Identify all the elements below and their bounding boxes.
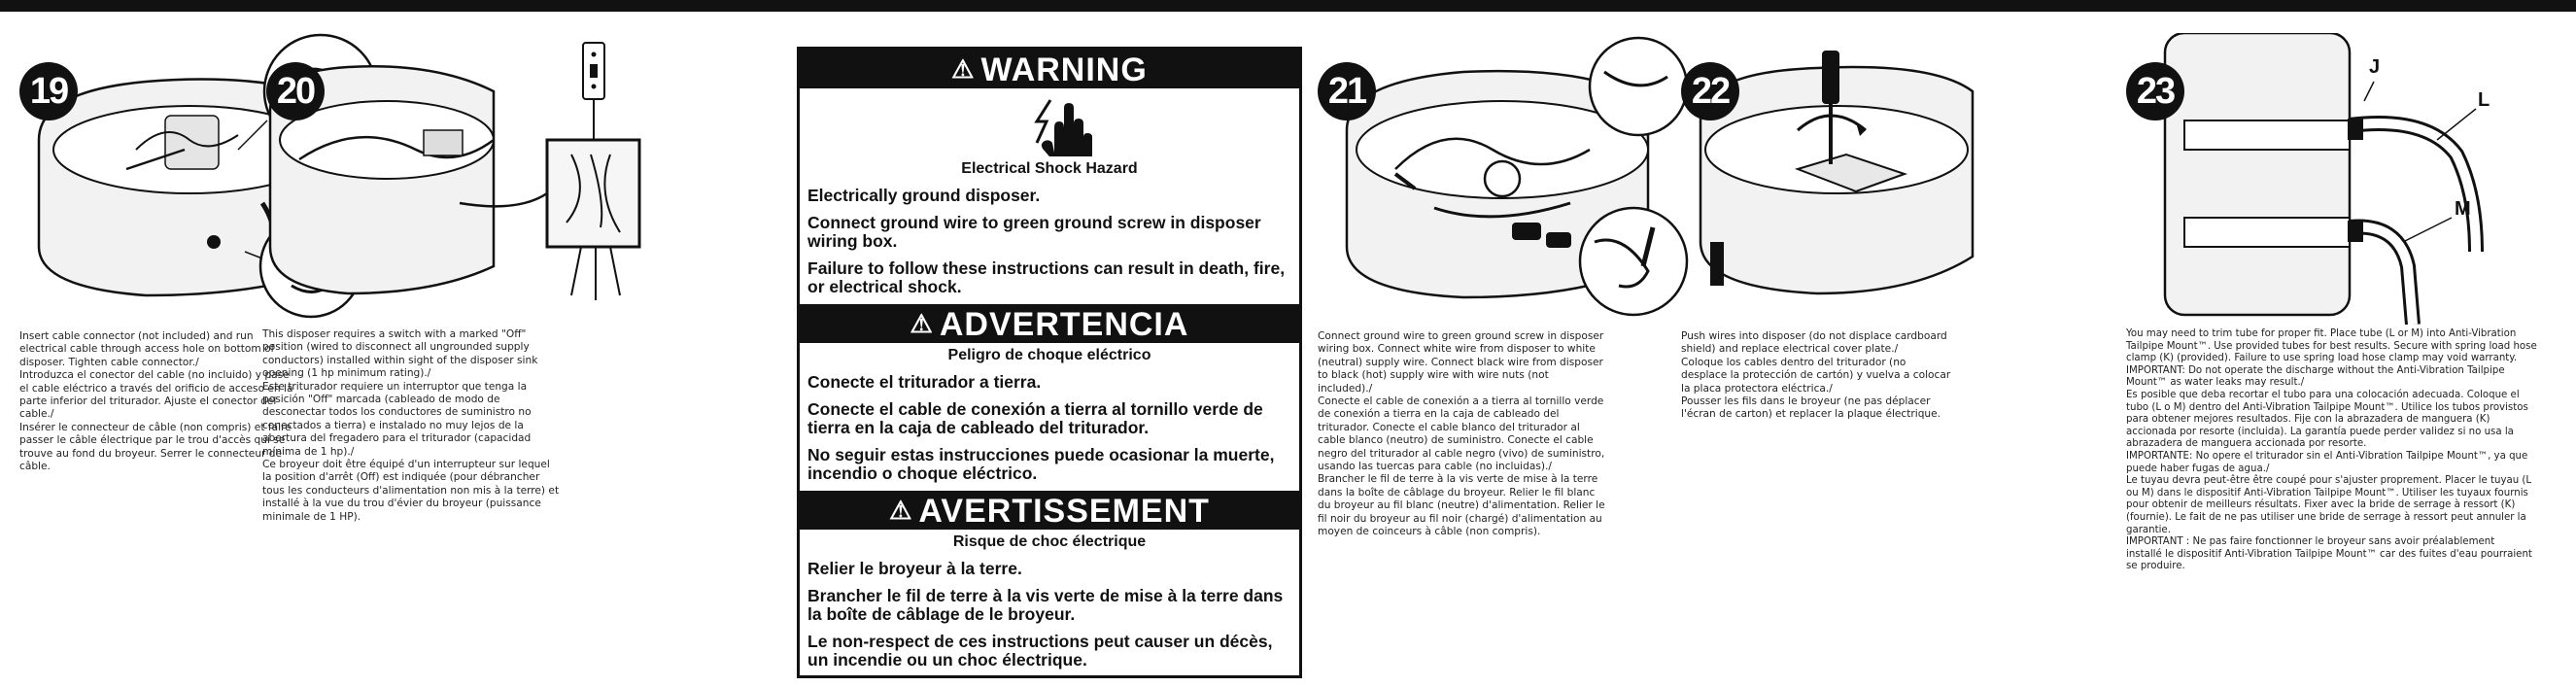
electric-shock-hand-icon	[800, 88, 1299, 156]
warning-header-en: ⚠ WARNING	[800, 50, 1299, 88]
warning-line: Conecte el cable de conexión a tierra al tornillo verde de tierra en la caja de cableado del triturador.	[807, 399, 1263, 437]
step-number-badge: 22	[1681, 62, 1739, 120]
label-l: L	[2478, 89, 2490, 111]
wire-nut-connection-illustration	[1318, 33, 1726, 325]
cover-plate-illustration	[1681, 33, 2089, 325]
warning-line: Failure to follow these instructions can result in death, fire, or electrical shock.	[807, 258, 1286, 296]
step-22-illustration	[1681, 33, 2089, 325]
warning-line: Electrically ground disposer.	[807, 186, 1041, 205]
warning-line: Relier le broyeur à la terre.	[807, 559, 1022, 578]
tailpipe-mount-illustration	[2126, 33, 2554, 325]
warning-header-fr: ⚠ AVERTISSEMENT	[800, 491, 1299, 530]
hazard-title-es: Peligro de choque eléctrico	[947, 347, 1151, 363]
step-23	[2126, 33, 2554, 572]
step-21-illustration	[1318, 33, 1726, 325]
step-19-instructions: Insert cable connector (not included) and run electrical cable through access hole on bottom of disposer. Tighten cable connector./ Introduzca el conector del cable (no incluido) y pase el cable eléctrico a través del orificio de acceso en la parte inferior del triturador. Ajuste el conector del cable./ Insérer le connecteur de câble (non compris) et faire passer le câble électrique par le trou d'accès qui se trouve au fond du broyeur. Serrer le connecteur de câble.	[19, 330, 293, 473]
step-23-illustration	[2126, 33, 2554, 325]
step-number-badge: 19	[19, 62, 78, 120]
warning-line: Le non-respect de ces instructions peut causer un décès, un incendie ou un choc électrique.	[807, 632, 1273, 670]
warning-line: Connect ground wire to green ground screw in disposer wiring box.	[807, 213, 1261, 251]
step-20-illustration	[260, 33, 669, 325]
step-20	[260, 33, 669, 523]
electrical-shock-warning-box	[797, 47, 1302, 678]
hazard-title-en: Electrical Shock Hazard	[961, 160, 1138, 177]
warning-line: Brancher le fil de terre à la vis verte de mise à la terre dans la boîte de câblage de le broyeur.	[807, 586, 1284, 624]
step-number-badge: 23	[2126, 62, 2184, 120]
step-22	[1681, 33, 2089, 421]
label-j: J	[2369, 56, 2381, 78]
step-21-instructions: Connect ground wire to green ground screw in disposer wiring box. Connect white wire from disposer to white (neutral) supply wire. Connect black wire from disposer to black (hot) supply wire with wire nuts (not included)./ Conecte el cable de conexión a a tierra al tornillo verde de conexión a tierra en la caja de cableado del triturador. Conecte el cable blanco del triturador al cable blanco (neutro) de suministro. Conecte el cable negro del triturador al cable negro (vivo) de suministro, usando las tuercas para cable (no incluidas)./ Brancher le fil de terre à la vis verte de mise à la terre dans la boîte de câblage du broyeur. Relier le fil blanc du broyeur au fil blanc (neutre) d'alimentation. Relier le fil noir du broyeur au fil noir (chargé) d'alimentation au moyen de coinceurs à câble (non compris).	[1318, 330, 1605, 538]
warning-line: No seguir estas instrucciones puede ocasionar la muerte, incendio o choque eléctrico.	[807, 445, 1275, 483]
step-number-badge: 21	[1318, 62, 1376, 120]
step-number-badge: 20	[266, 62, 325, 120]
step-20-instructions: This disposer requires a switch with a marked "Off" position (wired to disconnect all ungrounded supply conductors) installed within sight of the disposer sink opening (1 hp minimum rating)./ Este triturador requiere un interruptor que tenga la posición "Off" marcada (cableado de modo de desconectar todos los conductores de suministro no conectados a tierra) e instalado no muy lejos de la abertura del fregadero para el triturador (capacidad mínima de 1 hp)./ Ce broyeur doit être équipé d'un interrupteur sur lequel la position d'arrêt (Off) est indiquée (pour débrancher tous les conducteurs d'alimentation non mis à la terre) et installé à la vue du trou d'évier du broyeur (puissance minimale de 1 HP).	[262, 328, 560, 523]
warning-header-es: ⚠ ADVERTENCIA	[800, 304, 1299, 343]
warning-line: Conecte el triturador a tierra.	[807, 372, 1042, 392]
warning-triangle-icon: ⚠	[951, 54, 976, 84]
step-21	[1318, 33, 1726, 538]
warning-triangle-icon: ⚠	[889, 496, 913, 525]
switch-wiring-illustration	[260, 33, 669, 325]
step-23-instructions: You may need to trim tube for proper fit. Place tube (L or M) into Anti-Vibration Tailpipe Mount™. Use provided tubes for best results. Secure with spring load hose clamp (K) (provided). Failure to use spring load hose clamp may void warranty. IMPORTANT: Do not operate the discharge without the Anti-Vibration Tailpipe Mount™ as water leaks may result./ Es posible que deba recortar el tubo para una colocación adecuada. Coloque el tubo (L o M) dentro del Anti-Vibration Tailpipe Mount™. Utilice los tubos provistos para obtener mejores resultados. Fije con la abrazadera de manguera (K) accionada por resorte (incluida). La garantía puede perder validez si no usa la abrazadera de manguera accionada por resorte. IMPORTANTE: No opere el triturador sin el Anti-Vibration Tailpipe Mount™, ya que puede haber fugas de agua./ Le tuyau devra peut-être être coupé pour s'ajuster proprement. Placer le tuyau (L ou M) dans le dispositif Anti-Vibration Tailpipe Mount™. Utiliser les tuyaux fournis pour obtenir de meilleurs résultats. Fixer avec la bride de serrage à ressort (K) (fournie). Le fait de ne pas utiliser une bride de serrage à ressort peut annuler la garantie. IMPORTANT : Ne pas faire fonctionner le broyeur sans avoir préalablement installé le dispositif Anti-Vibration Tailpipe Mount™ car des fuites d'eau pourraient se produire.	[2126, 328, 2537, 572]
top-rule	[0, 0, 2576, 12]
warning-triangle-icon: ⚠	[910, 309, 934, 338]
step-22-instructions: Push wires into disposer (do not displace cardboard shield) and replace electrical cover plate./ Coloque los cables dentro del triturador (no desplace la protección de cartón) y vuelva a colocar la placa protectora eléctrica./ Pousser les fils dans le broyeur (ne pas déplacer l'écran de carton) et replacer la plaque électrique.	[1681, 330, 1951, 421]
label-m: M	[2455, 198, 2471, 220]
hazard-title-fr: Risque de choc électrique	[952, 533, 1147, 550]
